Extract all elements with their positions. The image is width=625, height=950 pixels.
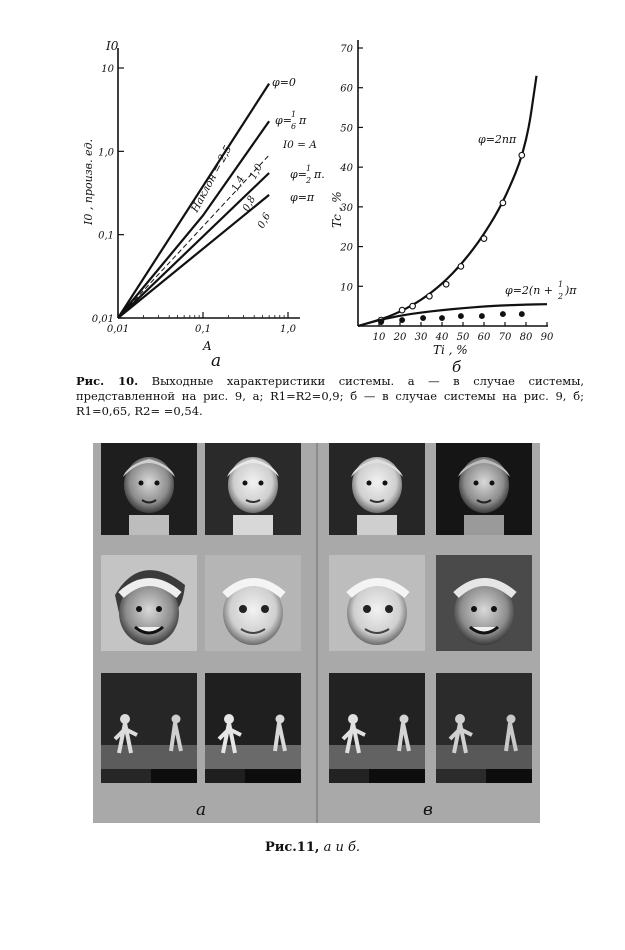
data-point--2-n-1-2-measured [501, 312, 506, 317]
x-tick-label: 0,1 [195, 324, 211, 335]
series-label-phi-pi6: φ= [275, 114, 292, 127]
y-tick-label: 60 [340, 83, 353, 95]
photo-street-2 [205, 673, 301, 783]
fraction-den: 2 [306, 176, 312, 185]
x-tick-label: 30 [414, 332, 428, 343]
x-tick-label: 20 [393, 332, 407, 343]
series-line-φ=1/2-π [118, 173, 269, 318]
y-tick-label: 10 [340, 282, 353, 294]
x-tick-label: 10 [372, 332, 386, 343]
caption-lead: Рис. 10. [76, 374, 139, 388]
series-label-phi-pi: φ=π [290, 191, 315, 204]
slope-label: 1,4 [229, 174, 248, 194]
series-line-φ=1/6-π [118, 121, 269, 318]
reference-line-label: I0 = A [283, 139, 317, 151]
figure-11-caption [0, 840, 625, 855]
fraction-den: 2 [558, 292, 564, 301]
data-point--2-n-1-2-measured [379, 320, 384, 325]
y-tick-label: 0,01 [91, 314, 114, 325]
data-point--2n-measured [427, 293, 433, 299]
chart-panel-b [330, 40, 577, 372]
x-tick-label: 70 [498, 332, 512, 343]
slope-label: 0,6 [255, 211, 274, 231]
chart-panel-a [82, 39, 325, 371]
y-tick-label: 70 [340, 44, 353, 55]
series-line-φ=π [118, 195, 269, 318]
photo-boy-1 [101, 555, 197, 651]
photo-boy-4 [436, 555, 532, 651]
data-point--2n-measured [458, 264, 464, 270]
y-tick-label: 30 [340, 202, 353, 214]
figure-11-photo-plate [93, 443, 540, 823]
x-tick-label: 1,0 [280, 324, 296, 335]
x-axis-label: Ti , % [433, 343, 468, 357]
x-tick-label: 60 [477, 332, 491, 343]
caption-lead: Рис.11, [264, 840, 320, 855]
y-tick-label: 0,1 [98, 230, 114, 242]
slope-label: 1,0 [247, 162, 266, 182]
data-point--2n-measured [500, 200, 506, 206]
photo-girl-1 [101, 443, 197, 535]
x-tick-label: 0,01 [106, 324, 130, 335]
y-axis-label: Tc , % [330, 191, 344, 228]
caption-text: Выходные характеристики системы. а — в случае системы, представленной на рис. 9, а; R1=R2=0,9; б — в случае системы на рис. 9, б; R1=0,65, R2= =0,54. [76, 374, 584, 418]
figure-10 [0, 0, 625, 372]
fraction-num: 1 [306, 164, 312, 173]
series-label-phi-2n-half-pi: φ=2(n + [505, 284, 554, 297]
slope-label: 0,8 [240, 194, 259, 214]
photo-boy-2 [205, 555, 301, 651]
figure-10-caption [76, 374, 584, 419]
caption-text: а и б. [319, 840, 361, 855]
fraction-den: 6 [291, 122, 297, 131]
photo-girl-4 [436, 443, 532, 535]
pi-symbol: π. [314, 168, 325, 181]
photo-grid [93, 443, 540, 823]
data-point--2n-measured [410, 303, 416, 309]
y-tick-label: 40 [340, 163, 353, 175]
data-point--2n-measured [519, 152, 525, 158]
data-point--2-n-1-2-measured [519, 312, 524, 317]
x-tick-label: 40 [435, 332, 449, 343]
data-point--2n-measured [399, 307, 405, 313]
y-tick-label: 20 [340, 242, 353, 254]
data-point--2-n-1-2-measured [480, 314, 485, 319]
y-tick-label: 1,0 [98, 147, 114, 159]
fraction-num: 1 [558, 280, 564, 289]
slope-note: Наклон = 2,5 [189, 143, 235, 215]
photo-street-1 [101, 673, 197, 783]
series-line--2-n-1-2-theory [358, 304, 547, 326]
y-axis-symbol: I0 [106, 39, 119, 53]
y-tick-label: 50 [340, 123, 353, 135]
data-point--2n-measured [481, 236, 487, 242]
panel-letter-b: б [452, 358, 462, 372]
data-point--2-n-1-2-measured [459, 314, 464, 319]
y-axis-label: I0 , произв. ед. [82, 138, 95, 225]
data-point--2-n-1-2-measured [400, 318, 405, 323]
fraction-num: 1 [291, 110, 297, 119]
series-label-phi-2npi: φ=2nπ [478, 133, 517, 146]
series-label-phi-0: φ=0 [272, 76, 296, 89]
photo-street-3 [329, 673, 425, 783]
data-point--2-n-1-2-measured [421, 316, 426, 321]
x-tick-label: 80 [519, 332, 533, 343]
photo-girl-3 [329, 443, 425, 535]
pi-symbol: )π [565, 284, 577, 297]
x-tick-label: 50 [456, 332, 470, 343]
series-label-phi-pi2: φ= [290, 168, 307, 181]
plate-label-b: в [423, 800, 433, 820]
pi-symbol: π [299, 114, 307, 127]
x-tick-label: 90 [540, 332, 554, 343]
photo-girl-2 [205, 443, 301, 535]
data-point--2n-measured [443, 282, 449, 288]
y-tick-label: 10 [101, 64, 114, 75]
photo-boy-3 [329, 555, 425, 651]
data-point--2-n-1-2-measured [440, 316, 445, 321]
x-axis-symbol: A [203, 339, 212, 353]
photo-street-4 [436, 673, 532, 783]
plate-label-a: а [196, 800, 207, 820]
panel-letter-a: а [211, 351, 222, 371]
